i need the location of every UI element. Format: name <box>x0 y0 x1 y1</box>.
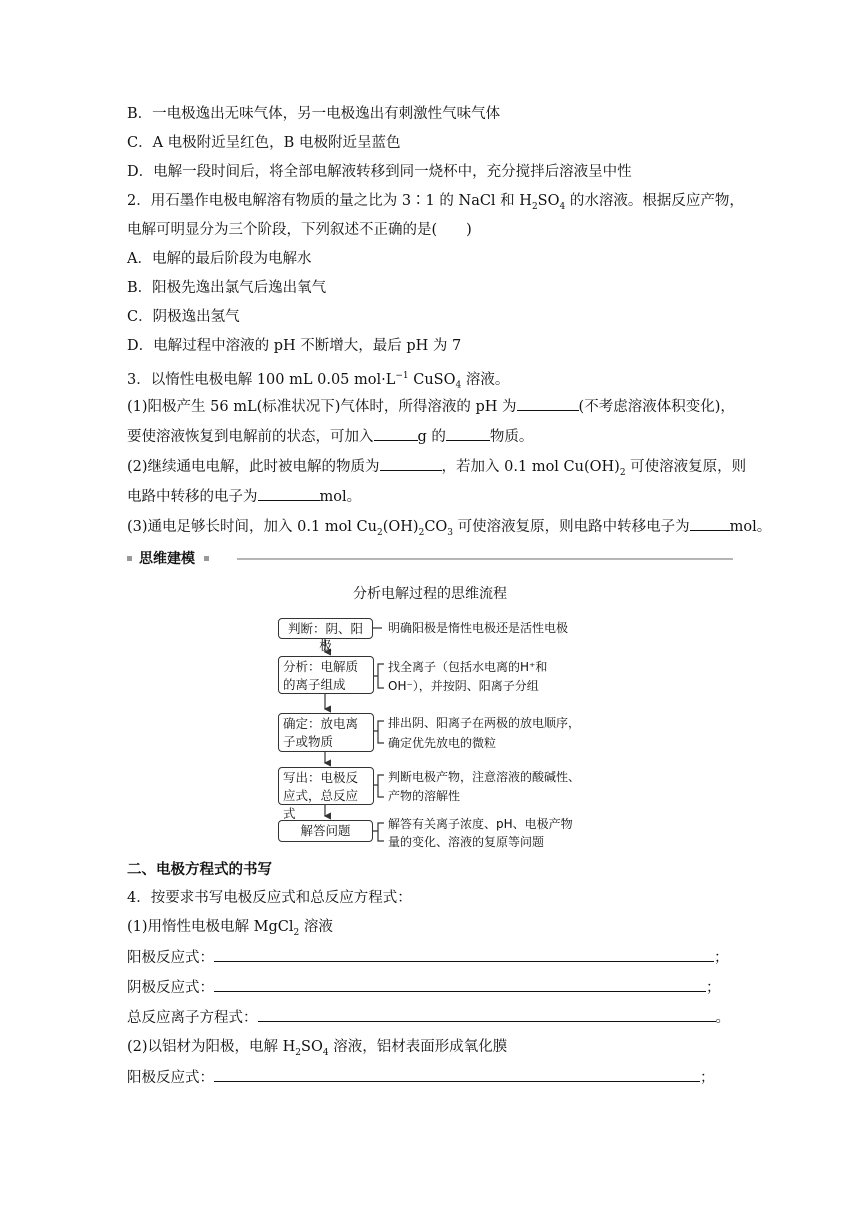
q4-part2: (2)以铝材为阳极，电解 $H_2SO_4$ 溶液，铝材表面形成氧化膜 <box>127 1039 508 1058</box>
q4-part1: (1)用惰性电极电解 MgCl$_2$ 溶液 <box>127 919 333 938</box>
section-label: 思维建模 <box>139 551 195 567</box>
flow-step-3: 确定：放电离子或物质 <box>278 713 374 752</box>
flow-note-5b: 量的变化、溶液的复原等问题 <box>388 835 545 849</box>
flow-bracket <box>373 775 384 797</box>
section-2-heading: 二、电极方程式的书写 <box>127 862 272 878</box>
flow-bracket <box>373 721 384 743</box>
flow-note-1: 明确阳极是惰性电极还是活性电极 <box>388 621 569 635</box>
flow-note-4b: 产物的溶解性 <box>388 789 461 803</box>
answer-line[interactable] <box>214 947 714 962</box>
question-2-stem: 2．用石墨作电极电解溶有物质的量之比为 3∶1 的 NaCl 和 $H_2SO_4$ 的水溶液。根据反应产物， <box>127 193 744 212</box>
answer-line[interactable] <box>214 1067 700 1082</box>
flow-step-4: 写出：电极反应式，总反应式 <box>278 767 374 805</box>
total-equation-1: 总反应离子方程式： 。 <box>127 1007 730 1028</box>
flow-note-4a: 判断电极产物，注意溶液的酸碱性、 <box>388 770 581 784</box>
q3-part1-line1: (1)阳极产生 56 mL(标准状况下)气体时，所得溶液的 pH 为 (不考虑溶液体积变化)， <box>127 396 735 417</box>
q2-option-a: A．电解的最后阶段为电解水 <box>127 251 312 267</box>
q3-part2-line2: 电路中转移的电子为 mol。 <box>127 486 361 507</box>
option-b: B．一电极逸出无味气体，另一电极逸出有刺激性气味气体 <box>127 106 501 122</box>
flow-step-2: 分析：电解质的离子组成 <box>278 656 374 694</box>
q3-part2-line1: (2)继续通电电解，此时被电解的物质为 ，若加入 0.1 mol $Cu(OH)_2$ 可使溶液复原，则 <box>127 456 746 483</box>
q3-part3: (3)通电足够长时间，加入 0.1 mol $Cu_2(OH)_2CO_3$ 可使溶液复原，则电路中转移电子为 mol。 <box>127 516 771 543</box>
q2-option-c: C．阴极逸出氢气 <box>127 309 240 325</box>
anode-equation-1: 阳极反应式： ； <box>127 947 729 968</box>
cathode-equation-1: 阴极反应式： ； <box>127 977 721 998</box>
option-d: D．电解一段时间后，将全部电解液转移到同一烧杯中，充分搅拌后溶液呈中性 <box>127 164 632 180</box>
flow-note-5a: 解答有关离子浓度、pH、电极产物 <box>388 817 573 831</box>
flow-bracket <box>373 823 384 841</box>
flow-bracket <box>373 664 384 688</box>
question-4-stem: 4．按要求书写电极反应式和总反应方程式： <box>127 890 412 906</box>
q2-option-d: D．电解过程中溶液的 pH 不断增大，最后 pH 为 7 <box>127 338 462 354</box>
flowchart-title: 分析电解过程的思维流程 <box>353 586 507 602</box>
question-2-stem-cont: 电解可明显分为三个阶段，下列叙述不正确的是( ) <box>127 222 472 238</box>
flow-step-5: 解答问题 <box>278 820 373 842</box>
q2-option-b: B．阳极先逸出氯气后逸出氧气 <box>127 280 327 296</box>
question-3-stem: 3．以惰性电极电解 100 mL 0.05 $mol\cdot L^{-1}$ CuSO$_4$ 溶液。 <box>127 371 510 391</box>
flow-note-3b: 确定优先放电的微粒 <box>388 736 497 750</box>
flow-note-2a: 找全离子（包括水电离的H⁺和 <box>388 660 548 674</box>
flow-note-3a: 排出阴、阳离子在两极的放电顺序， <box>388 716 581 730</box>
flow-note-2b: OH⁻），并按阴、阳离子分组 <box>388 679 539 693</box>
answer-line[interactable] <box>258 1007 716 1022</box>
answer-line[interactable] <box>214 977 706 992</box>
anode-equation-2: 阳极反应式： ； <box>127 1067 715 1088</box>
q3-part1-line2: 要使溶液恢复到电解前的状态，可加入 g 的 物质。 <box>127 426 533 447</box>
flow-step-1: 判断：阴、阳极 <box>278 618 373 639</box>
option-c: C．A 电极附近呈红色，B 电极附近呈蓝色 <box>127 135 401 151</box>
